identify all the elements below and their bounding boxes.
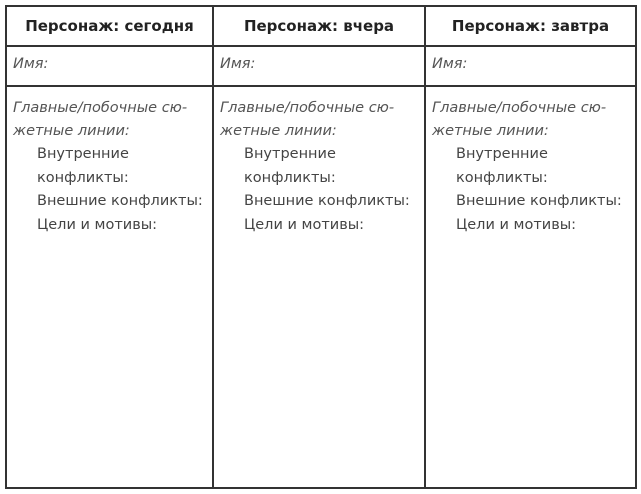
name-cell-yesterday[interactable] <box>213 46 425 86</box>
plot-lines-heading: Главные/побочные сю-жетные линии: <box>13 100 188 139</box>
name-label: Имя: <box>432 56 468 72</box>
character-worksheet-table <box>5 5 637 489</box>
details-cell-today[interactable] <box>6 86 213 488</box>
prompt-external-conflicts: Внешние конфликты: <box>37 193 203 209</box>
prompt-internal-conflicts: Внутренние конфликты: <box>456 146 548 186</box>
prompt-external-conflicts: Внешние конфликты: <box>244 193 410 209</box>
name-cell-tomorrow[interactable] <box>425 46 636 86</box>
details-cell-tomorrow[interactable] <box>425 86 636 488</box>
prompt-goals-motives: Цели и мотивы: <box>37 216 158 233</box>
plot-lines-heading: Главные/побочные сю-жетные линии: <box>432 100 607 139</box>
prompt-external-conflicts: Внешние конфликты: <box>456 193 622 209</box>
name-label: Имя: <box>13 56 49 72</box>
prompt-internal-conflicts: Внутренние конфликты: <box>244 146 336 186</box>
prompt-internal-conflicts: Внутренние конфликты: <box>37 146 129 186</box>
header-character-tomorrow: Персонаж: завтра <box>425 6 636 46</box>
prompt-goals-motives: Цели и мотивы: <box>456 216 577 233</box>
header-row <box>6 6 636 46</box>
prompt-list <box>214 143 424 237</box>
header-character-today: Персонаж: сегодня <box>6 6 213 46</box>
prompt-list <box>426 143 635 237</box>
prompt-goals-motives: Цели и мотивы: <box>244 216 365 233</box>
details-row <box>6 86 636 488</box>
name-cell-today[interactable] <box>6 46 213 86</box>
details-cell-yesterday[interactable] <box>213 86 425 488</box>
name-row <box>6 46 636 86</box>
prompt-list <box>7 143 212 237</box>
name-label: Имя: <box>220 56 256 72</box>
plot-lines-heading: Главные/побочные сю-жетные линии: <box>220 100 395 139</box>
header-character-yesterday: Персонаж: вчера <box>213 6 425 46</box>
